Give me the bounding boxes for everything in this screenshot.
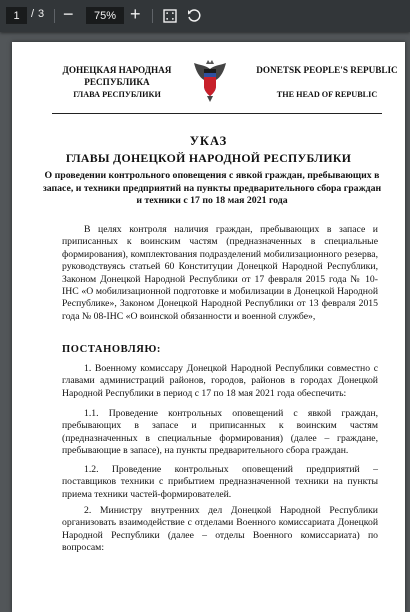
page-number-input[interactable]: 1 xyxy=(6,7,27,24)
header-divider xyxy=(52,113,382,114)
decree-subject: О проведении контрольного оповещения с явкой граждан, пребывающих в запасе, и техники предприятий на пункты предварительного сбора граждан и техники с 17 по 18 мая 2021 года xyxy=(42,170,382,206)
header-left-name: ДОНЕЦКАЯ НАРОДНАЯ РЕСПУБЛИКА xyxy=(62,65,172,87)
coat-of-arms-icon xyxy=(193,59,227,103)
decree-title: УКАЗ xyxy=(189,134,228,148)
zoom-level-input[interactable]: 75% xyxy=(86,7,124,24)
item-1-1-paragraph: 1.1. Проведение контрольных оповещений с явкой граждан, пребывающих в запасе и приписанных к воинским частям (предназначенных в специальные формирования) (далее – граждане, пребывающие в запасе), на пункты предварительного сбора граждан. xyxy=(62,408,378,457)
header-right-name: DONETSK PEOPLE'S REPUBLIC xyxy=(256,65,398,75)
zoom-out-button[interactable]: − xyxy=(63,4,74,24)
item-1-2-paragraph: 1.2. Проведение контрольных оповещений предприятий – поставщиков техники с прибытием предназначенной техники на пункты приема техники частей-формирователей. xyxy=(62,464,378,500)
fit-page-icon[interactable] xyxy=(162,8,178,24)
document-page xyxy=(12,42,405,612)
toolbar-divider xyxy=(54,9,55,23)
page-separator: / xyxy=(31,8,35,20)
page-total: 3 xyxy=(38,8,45,20)
item-1-paragraph: 1. Военному комиссару Донецкой Народной Республики совместно с главами администраций районов, городов, районов в городах Донецкой Народной Республики в период с 17 по 18 мая 2021 года обеспечить: xyxy=(62,363,378,399)
item-2-paragraph: 2. Министру внутренних дел Донецкой Народной Республики организовать взаимодействие с отделами Военного комиссариата Донецкой Народной Республики (далее – отделы Военного комиссариата) по вопросам: xyxy=(62,505,378,554)
preamble-paragraph: В целях контроля наличия граждан, пребывающих в запасе и приписанных к воинским частям (предназначенных в специальные формирования), комплектования подразделений мобилизационного резерва, руководствуясь статьей 60 Конституции Донецкой Народной Республики, Законом Донецкой Народной Республики от 17 февраля 2015 года № 10-IНС «О мобилизационной подготовке и мобилизации в Донецкой Народной Республике», Законом Донецкой Народной Республики от 13 февраля 2015 года № 08-IНС «О воинской обязанности и военной службе», xyxy=(62,224,378,322)
header-left-sub: ГЛАВА РЕСПУБЛИКИ xyxy=(73,90,161,99)
pdf-toolbar xyxy=(0,0,410,32)
rotate-icon[interactable] xyxy=(186,8,202,24)
header-right-sub: THE HEAD OF REPUBLIC xyxy=(276,90,378,99)
zoom-in-button[interactable]: + xyxy=(130,4,141,24)
toolbar-divider xyxy=(152,9,153,23)
decree-word: ПОСТАНОВЛЯЮ: xyxy=(62,344,161,355)
decree-subtitle: ГЛАВЫ ДОНЕЦКОЙ НАРОДНОЙ РЕСПУБЛИКИ xyxy=(65,151,352,165)
